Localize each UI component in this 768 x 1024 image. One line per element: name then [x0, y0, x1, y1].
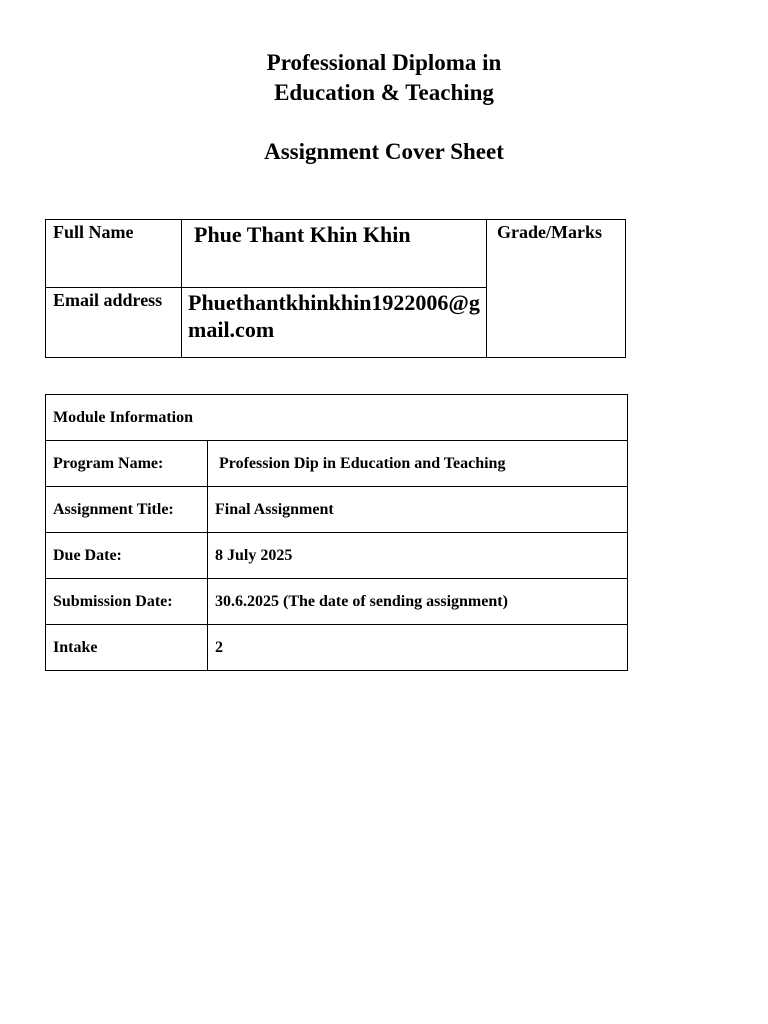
program-name-label: Program Name:: [46, 441, 208, 487]
document-title-line-2: Education & Teaching: [274, 80, 494, 105]
full-name-value: Phue Thant Khin Khin: [182, 220, 487, 288]
full-name-label: Full Name: [46, 220, 182, 288]
assignment-title-value: Final Assignment: [208, 487, 628, 533]
intake-label: Intake: [46, 625, 208, 671]
submission-date-label: Submission Date:: [46, 579, 208, 625]
table-row: [46, 579, 628, 625]
email-value: Phuethantkhinkhin1922006@gmail.com: [182, 288, 487, 358]
student-info-table: [45, 219, 626, 358]
assignment-title-label: Assignment Title:: [46, 487, 208, 533]
module-info-table: [45, 394, 628, 671]
table-row: [46, 441, 628, 487]
document-subtitle: Assignment Cover Sheet: [264, 139, 504, 164]
grade-marks-cell: [487, 220, 626, 358]
table-row: [46, 395, 628, 441]
table-row: [46, 220, 626, 288]
document-title-line-1: Professional Diploma in: [266, 50, 502, 75]
due-date-value: 8 July 2025: [208, 533, 628, 579]
grade-marks-label: Grade/Marks: [497, 222, 602, 242]
table-row: [46, 533, 628, 579]
module-info-heading: Module Information: [46, 395, 628, 441]
intake-value: 2: [208, 625, 628, 671]
table-row: [46, 625, 628, 671]
submission-date-value: 30.6.2025 (The date of sending assignment): [208, 579, 628, 625]
program-name-value: Profession Dip in Education and Teaching: [208, 441, 628, 487]
email-label: Email address: [46, 288, 182, 358]
table-row: [46, 487, 628, 533]
due-date-label: Due Date:: [46, 533, 208, 579]
